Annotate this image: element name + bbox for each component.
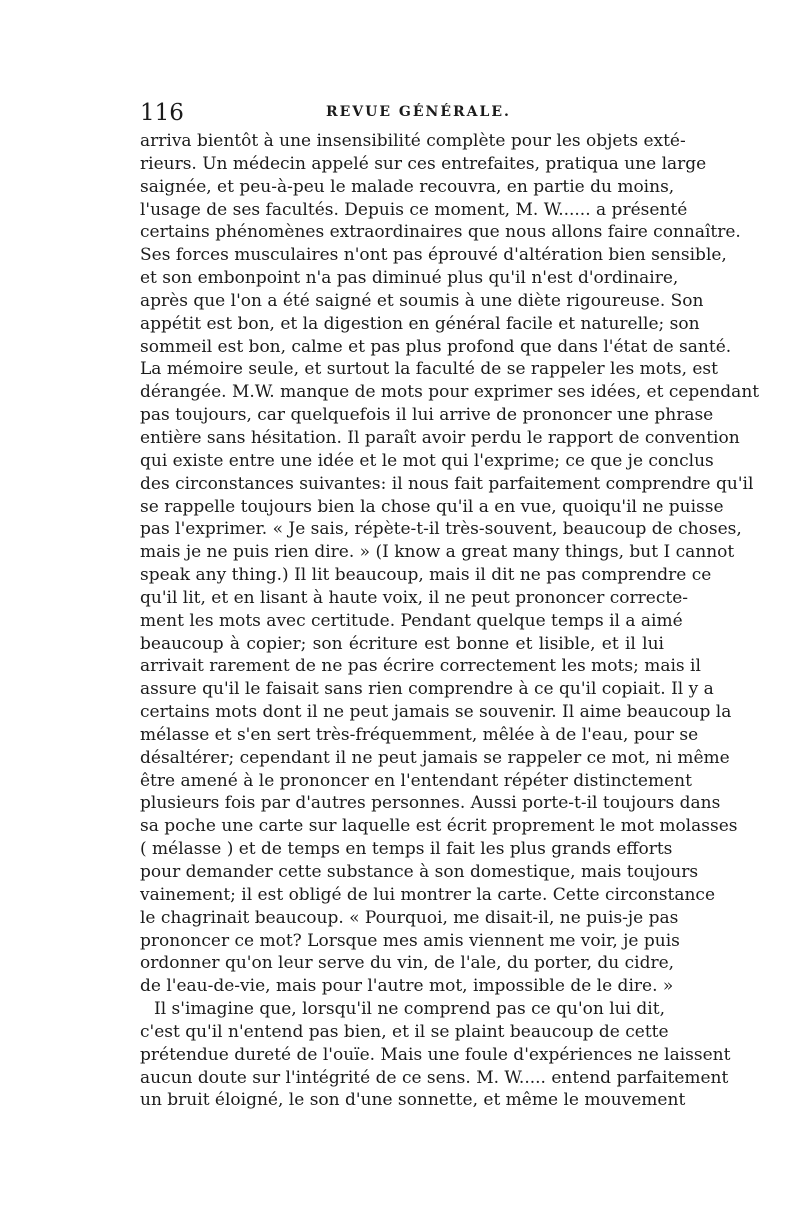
- text-line: mais je ne puis rien dire. » (I know a great many things, but I cannot: [140, 542, 735, 563]
- text-line: de l'eau-de-vie, mais pour l'autre mot, impossible de le dire. »: [140, 976, 674, 997]
- text-line: saignée, et peu-à-peu le malade recouvra, en partie du moins,: [140, 176, 675, 197]
- text-line: arriva bientôt à une insensibilité complète pour les objets exté-: [140, 131, 686, 151]
- running-head: REVUE GÉNÉRALE.: [326, 104, 511, 120]
- text-line: se rappelle toujours bien la chose qu'il a en vue, quoiqu'il ne puisse: [140, 496, 724, 517]
- text-line: ment les mots avec certitude. Pendant quelque temps il a aimé: [140, 610, 683, 631]
- text-line: le chagrinait beaucoup. « Pourquoi, me disait-il, ne puis-je pas: [140, 907, 679, 928]
- text-line: pas toujours, car quelquefois il lui arrive de prononcer une phrase: [140, 405, 714, 426]
- text-line: appétit est bon, et la digestion en général facile et naturelle; son: [140, 313, 700, 334]
- text-line: prétendue dureté de l'ouïe. Mais une foule d'expériences ne laissent: [140, 1044, 731, 1065]
- text-line: sommeil est bon, calme et pas plus profond que dans l'état de santé.: [140, 336, 732, 357]
- text-line: La mémoire seule, et surtout la faculté de se rappeler les mots, est: [140, 359, 718, 380]
- text-line: dérangée. M.W. manque de mots pour exprimer ses idées, et cependant: [140, 382, 760, 403]
- text-line: Ses forces musculaires n'ont pas éprouvé d'altération bien sensible,: [140, 245, 727, 266]
- text-line: et son embonpoint n'a pas diminué plus qu'il n'est d'ordinaire,: [140, 268, 679, 289]
- page-header: [140, 100, 660, 126]
- text-line: après que l'on a été saigné et soumis à une diète rigoureuse. Son: [140, 290, 704, 311]
- text-line: rieurs. Un médecin appelé sur ces entrefaites, pratiqua une large: [140, 153, 707, 174]
- text-line: Il s'imagine que, lorsqu'il ne comprend pas ce qu'on lui dit,: [154, 999, 665, 1020]
- text-line: speak any thing.) Il lit beaucoup, mais il dit ne pas comprendre ce: [140, 565, 712, 586]
- text-line: ordonner qu'on leur serve du vin, de l'ale, du porter, du cidre,: [140, 953, 675, 974]
- text-line: vainement; il est obligé de lui montrer la carte. Cette circonstance: [140, 884, 716, 905]
- text-line: aucun doute sur l'intégrité de ce sens. M. W..... entend parfaitement: [140, 1067, 729, 1088]
- text-line: ( mélasse ) et de temps en temps il fait les plus grands efforts: [140, 839, 673, 860]
- text-line: assure qu'il le faisait sans rien comprendre à ce qu'il copiait. Il y a: [140, 679, 714, 700]
- text-line: plusieurs fois par d'autres personnes. Aussi porte-t-il toujours dans: [140, 793, 721, 814]
- text-line: certains mots dont il ne peut jamais se souvenir. Il aime beaucoup la: [140, 702, 732, 723]
- text-line: pas l'exprimer. « Je sais, répète-t-il très-souvent, beaucoup de choses,: [140, 519, 742, 540]
- page-number: 116: [140, 100, 184, 126]
- text-line: désaltérer; cependant il ne peut jamais se rappeler ce mot, ni même: [140, 747, 730, 768]
- body-text: [140, 130, 760, 1112]
- text-line: certains phénomènes extraordinaires que nous allons faire connaître.: [140, 222, 741, 243]
- text-line: arrivait rarement de ne pas écrire correctement les mots; mais il: [140, 656, 701, 677]
- text-line: c'est qu'il n'entend pas bien, et il se plaint beaucoup de cette: [140, 1021, 669, 1042]
- text-line: beaucoup à copier; son écriture est bonne et lisible, et il lui: [140, 633, 664, 654]
- text-line: l'usage de ses facultés. Depuis ce moment, M. W...... a présenté: [140, 199, 688, 220]
- text-line: mélasse et s'en sert très-fréquemment, mêlée à de l'eau, pour se: [140, 724, 699, 745]
- text-line: être amené à le prononcer en l'entendant répéter distinctement: [140, 770, 692, 791]
- text-line: des circonstances suivantes: il nous fait parfaitement comprendre qu'il: [140, 473, 754, 494]
- text-line: qu'il lit, et en lisant à haute voix, il ne peut prononcer correcte-: [140, 587, 688, 608]
- text-line: pour demander cette substance à son domestique, mais toujours: [140, 862, 699, 882]
- text-line: sa poche une carte sur laquelle est écrit proprement le mot molasses: [140, 816, 738, 837]
- text-line: un bruit éloigné, le son d'une sonnette, et même le mouvement: [140, 1090, 686, 1111]
- text-line: entière sans hésitation. Il paraît avoir perdu le rapport de convention: [140, 427, 740, 448]
- text-line: qui existe entre une idée et le mot qui l'exprime; ce que je conclus: [140, 450, 714, 471]
- text-line: prononcer ce mot? Lorsque mes amis viennent me voir, je puis: [140, 930, 680, 951]
